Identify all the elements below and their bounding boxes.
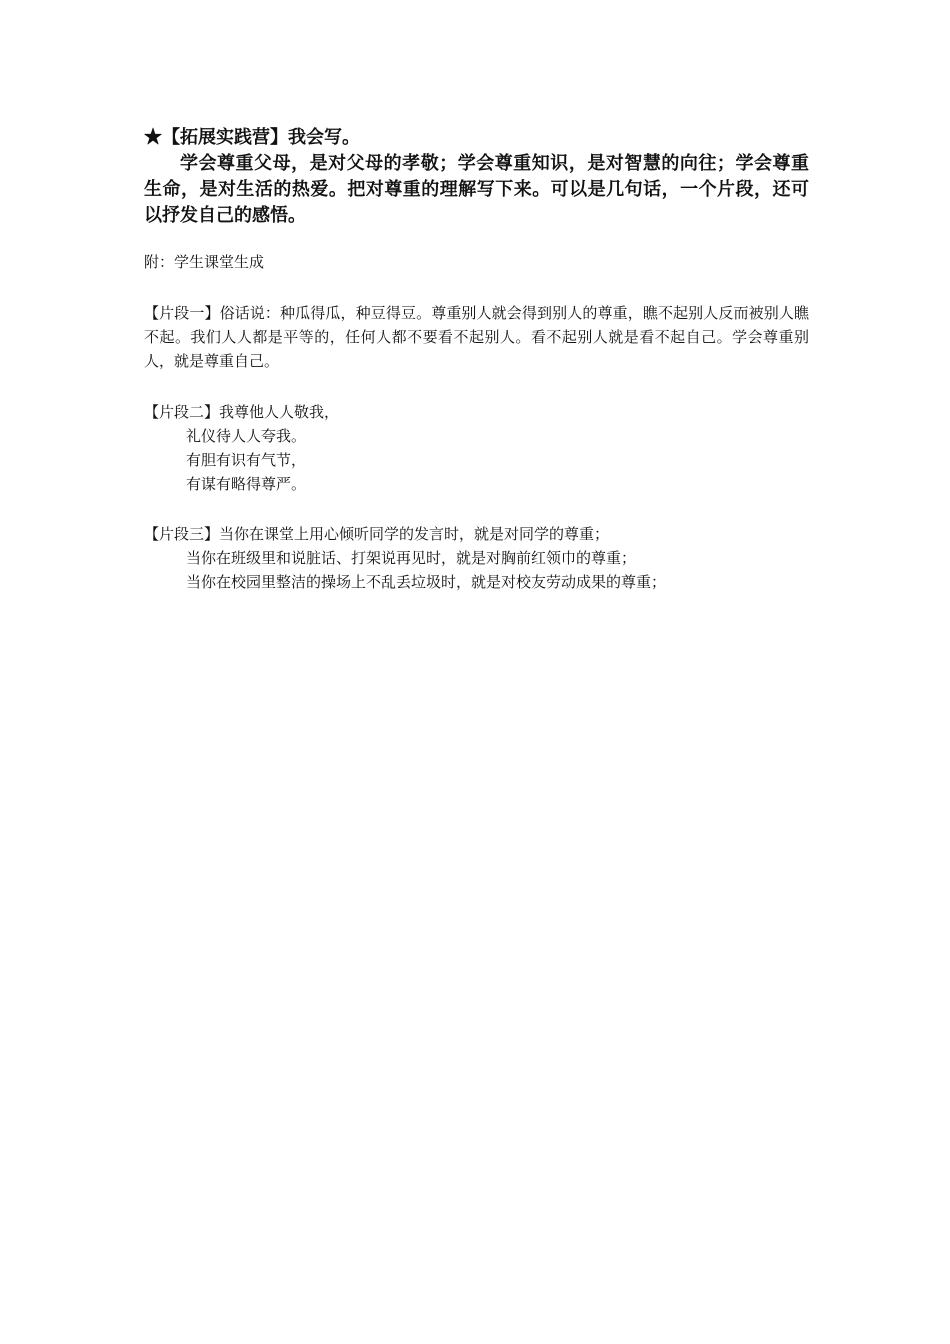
appendix-label: 附：学生课堂生成 [144, 253, 265, 271]
fragment-three [144, 522, 809, 594]
fragment-one: 【片段一】俗话说：种瓜得瓜，种豆得豆。尊重别人就会得到别人的尊重，瞧不起别人反而被别人瞧不起。我们人人都是平等的，任何人都不要看不起别人。看不起别人就是看不起自己。学会尊重别人，就是尊重自己。 [144, 304, 809, 370]
fragment-two-line: 有谋有略得尊严。 [186, 475, 307, 493]
star-icon: ★ [144, 127, 162, 148]
fragment-two [144, 400, 809, 496]
assignment-paragraph: 学会尊重父母，是对父母的孝敬；学会尊重知识，是对智慧的向往；学会尊重生命，是对生活的热爱。把对尊重的理解写下来。可以是几句话，一个片段，还可以抒发自己的感悟。 [144, 153, 809, 226]
fragment-two-line: 【片段二】我尊他人人敬我， [144, 403, 340, 421]
fragment-three-line: 【片段三】当你在课堂上用心倾听同学的发言时，就是对同学的尊重； [144, 525, 610, 543]
fragment-three-line: 当你在班级里和说脏话、打架说再见时，就是对胸前红领巾的尊重； [186, 549, 637, 567]
section-heading-text: 【拓展实践营】我会写。 [162, 127, 360, 148]
section-heading [144, 125, 809, 151]
fragment-two-line: 有胆有识有气节， [186, 451, 307, 469]
fragment-three-line: 当你在校园里整洁的操场上不乱丢垃圾时，就是对校友劳动成果的尊重； [186, 573, 667, 591]
fragment-two-line: 礼仪待人人夸我。 [186, 427, 307, 445]
